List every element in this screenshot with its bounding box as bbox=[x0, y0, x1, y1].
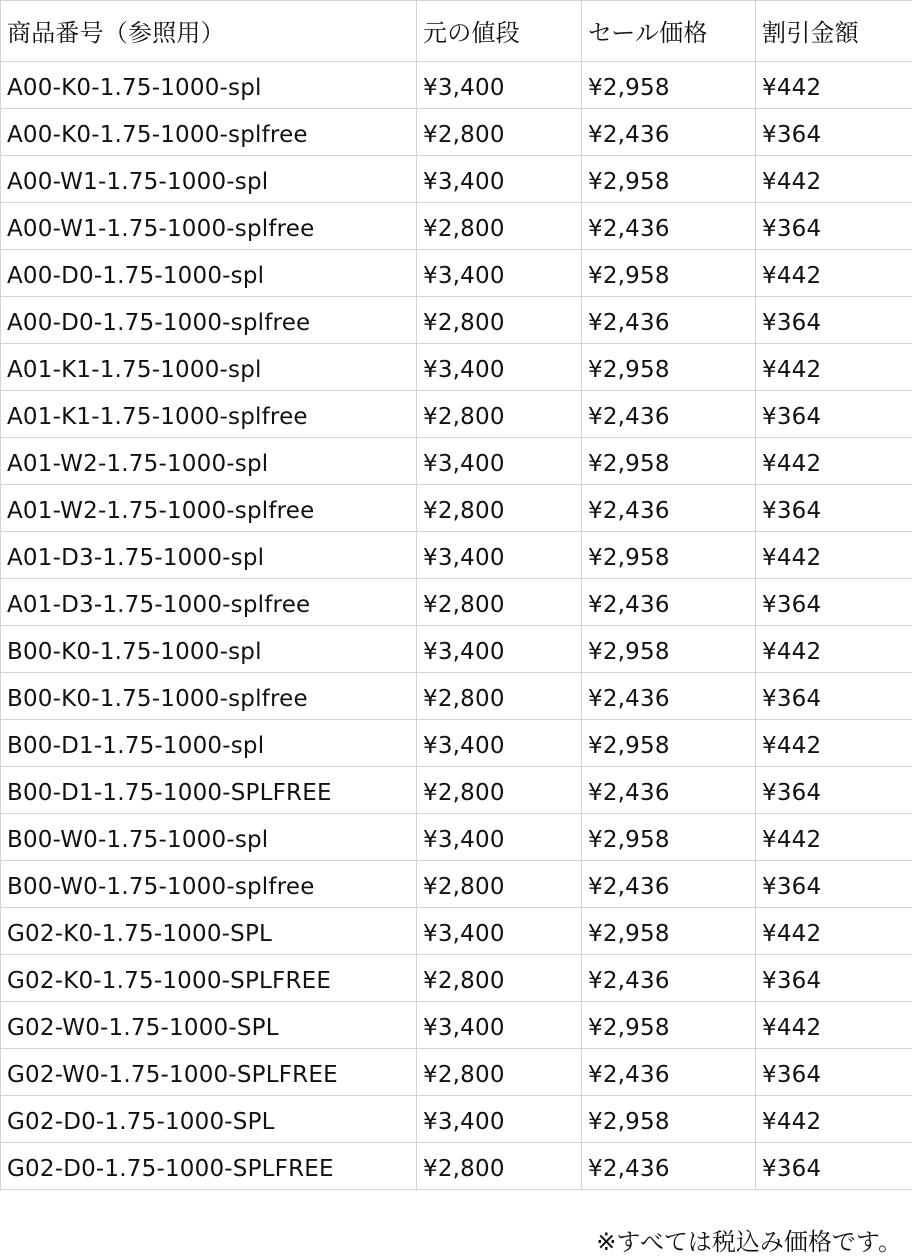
sale-price-cell: ¥2,436 bbox=[582, 109, 756, 156]
sale-price-cell: ¥2,958 bbox=[582, 720, 756, 767]
table-row bbox=[1, 156, 912, 203]
product-number-cell: G02-K0-1.75-1000-SPLFREE bbox=[1, 955, 417, 1002]
discount-amount-cell: ¥364 bbox=[756, 1049, 912, 1096]
discount-amount-cell: ¥364 bbox=[756, 1143, 912, 1190]
table-row bbox=[1, 391, 912, 438]
product-number-cell: B00-W0-1.75-1000-spl bbox=[1, 814, 417, 861]
original-price-cell: ¥2,800 bbox=[417, 673, 582, 720]
sale-price-cell: ¥2,436 bbox=[582, 767, 756, 814]
original-price-cell: ¥3,400 bbox=[417, 908, 582, 955]
sale-price-cell: ¥2,958 bbox=[582, 1096, 756, 1143]
discount-amount-cell: ¥364 bbox=[756, 955, 912, 1002]
sale-price-cell: ¥2,958 bbox=[582, 438, 756, 485]
product-number-cell: A00-D0-1.75-1000-splfree bbox=[1, 297, 417, 344]
sale-price-cell: ¥2,958 bbox=[582, 626, 756, 673]
table-row bbox=[1, 532, 912, 579]
sale-price-cell: ¥2,958 bbox=[582, 908, 756, 955]
sale-price-cell: ¥2,958 bbox=[582, 1002, 756, 1049]
discount-amount-cell: ¥364 bbox=[756, 673, 912, 720]
table-row bbox=[1, 297, 912, 344]
table-row bbox=[1, 814, 912, 861]
table-row bbox=[1, 1096, 912, 1143]
product-number-cell: B00-W0-1.75-1000-splfree bbox=[1, 861, 417, 908]
original-price-cell: ¥2,800 bbox=[417, 485, 582, 532]
original-price-cell: ¥2,800 bbox=[417, 1049, 582, 1096]
discount-amount-cell: ¥442 bbox=[756, 438, 912, 485]
product-number-cell: A01-W2-1.75-1000-splfree bbox=[1, 485, 417, 532]
sale-price-cell: ¥2,958 bbox=[582, 344, 756, 391]
sale-price-cell: ¥2,958 bbox=[582, 62, 756, 109]
header-sale-price: セール価格 bbox=[582, 1, 756, 62]
product-number-cell: A00-K0-1.75-1000-splfree bbox=[1, 109, 417, 156]
product-number-cell: G02-W0-1.75-1000-SPL bbox=[1, 1002, 417, 1049]
table-row bbox=[1, 1049, 912, 1096]
sale-price-cell: ¥2,436 bbox=[582, 1143, 756, 1190]
original-price-cell: ¥2,800 bbox=[417, 109, 582, 156]
original-price-cell: ¥3,400 bbox=[417, 62, 582, 109]
original-price-cell: ¥2,800 bbox=[417, 579, 582, 626]
discount-amount-cell: ¥442 bbox=[756, 250, 912, 297]
table-row bbox=[1, 673, 912, 720]
table-row bbox=[1, 203, 912, 250]
discount-amount-cell: ¥364 bbox=[756, 767, 912, 814]
original-price-cell: ¥2,800 bbox=[417, 861, 582, 908]
original-price-cell: ¥3,400 bbox=[417, 720, 582, 767]
product-number-cell: G02-K0-1.75-1000-SPL bbox=[1, 908, 417, 955]
table-row bbox=[1, 626, 912, 673]
sale-price-cell: ¥2,436 bbox=[582, 673, 756, 720]
tax-included-note: ※すべては税込み価格です。 bbox=[596, 1228, 902, 1256]
sale-price-cell: ¥2,436 bbox=[582, 861, 756, 908]
product-number-cell: G02-D0-1.75-1000-SPLFREE bbox=[1, 1143, 417, 1190]
product-number-cell: G02-D0-1.75-1000-SPL bbox=[1, 1096, 417, 1143]
sale-price-cell: ¥2,436 bbox=[582, 391, 756, 438]
discount-amount-cell: ¥364 bbox=[756, 391, 912, 438]
discount-amount-cell: ¥364 bbox=[756, 203, 912, 250]
table-body bbox=[1, 62, 912, 1190]
original-price-cell: ¥3,400 bbox=[417, 156, 582, 203]
table-row bbox=[1, 1143, 912, 1190]
discount-amount-cell: ¥442 bbox=[756, 908, 912, 955]
table-row bbox=[1, 908, 912, 955]
original-price-cell: ¥3,400 bbox=[417, 344, 582, 391]
product-number-cell: B00-K0-1.75-1000-spl bbox=[1, 626, 417, 673]
sale-price-cell: ¥2,958 bbox=[582, 814, 756, 861]
sale-price-cell: ¥2,436 bbox=[582, 297, 756, 344]
table-row bbox=[1, 438, 912, 485]
original-price-cell: ¥2,800 bbox=[417, 767, 582, 814]
sale-price-cell: ¥2,436 bbox=[582, 203, 756, 250]
discount-amount-cell: ¥442 bbox=[756, 62, 912, 109]
original-price-cell: ¥3,400 bbox=[417, 250, 582, 297]
discount-amount-cell: ¥442 bbox=[756, 156, 912, 203]
original-price-cell: ¥2,800 bbox=[417, 1143, 582, 1190]
table-row bbox=[1, 109, 912, 156]
product-number-cell: B00-K0-1.75-1000-splfree bbox=[1, 673, 417, 720]
sale-price-cell: ¥2,958 bbox=[582, 532, 756, 579]
original-price-cell: ¥3,400 bbox=[417, 532, 582, 579]
original-price-cell: ¥3,400 bbox=[417, 626, 582, 673]
discount-amount-cell: ¥442 bbox=[756, 1096, 912, 1143]
sale-price-cell: ¥2,436 bbox=[582, 1049, 756, 1096]
table-row bbox=[1, 485, 912, 532]
sale-price-cell: ¥2,436 bbox=[582, 955, 756, 1002]
table-row bbox=[1, 955, 912, 1002]
table-row bbox=[1, 861, 912, 908]
product-number-cell: A00-D0-1.75-1000-spl bbox=[1, 250, 417, 297]
product-number-cell: A01-W2-1.75-1000-spl bbox=[1, 438, 417, 485]
original-price-cell: ¥3,400 bbox=[417, 438, 582, 485]
product-number-cell: A01-K1-1.75-1000-spl bbox=[1, 344, 417, 391]
header-original-price: 元の値段 bbox=[417, 1, 582, 62]
product-number-cell: A01-D3-1.75-1000-splfree bbox=[1, 579, 417, 626]
original-price-cell: ¥3,400 bbox=[417, 1002, 582, 1049]
discount-amount-cell: ¥364 bbox=[756, 297, 912, 344]
discount-amount-cell: ¥442 bbox=[756, 344, 912, 391]
sale-price-cell: ¥2,958 bbox=[582, 250, 756, 297]
product-number-cell: A01-K1-1.75-1000-splfree bbox=[1, 391, 417, 438]
discount-amount-cell: ¥364 bbox=[756, 109, 912, 156]
table-row bbox=[1, 1002, 912, 1049]
discount-amount-cell: ¥442 bbox=[756, 720, 912, 767]
product-number-cell: G02-W0-1.75-1000-SPLFREE bbox=[1, 1049, 417, 1096]
original-price-cell: ¥2,800 bbox=[417, 955, 582, 1002]
table-row bbox=[1, 720, 912, 767]
sale-price-cell: ¥2,436 bbox=[582, 485, 756, 532]
original-price-cell: ¥3,400 bbox=[417, 1096, 582, 1143]
table-row bbox=[1, 767, 912, 814]
product-number-cell: B00-D1-1.75-1000-SPLFREE bbox=[1, 767, 417, 814]
sale-price-cell: ¥2,958 bbox=[582, 156, 756, 203]
product-number-cell: A01-D3-1.75-1000-spl bbox=[1, 532, 417, 579]
original-price-cell: ¥2,800 bbox=[417, 297, 582, 344]
product-number-cell: A00-W1-1.75-1000-spl bbox=[1, 156, 417, 203]
product-number-cell: A00-W1-1.75-1000-splfree bbox=[1, 203, 417, 250]
discount-amount-cell: ¥364 bbox=[756, 579, 912, 626]
original-price-cell: ¥2,800 bbox=[417, 203, 582, 250]
table-row bbox=[1, 62, 912, 109]
header-discount-amount: 割引金額 bbox=[756, 1, 912, 62]
discount-amount-cell: ¥442 bbox=[756, 814, 912, 861]
discount-amount-cell: ¥364 bbox=[756, 861, 912, 908]
table-row bbox=[1, 250, 912, 297]
sale-price-cell: ¥2,436 bbox=[582, 579, 756, 626]
product-number-cell: A00-K0-1.75-1000-spl bbox=[1, 62, 417, 109]
discount-amount-cell: ¥442 bbox=[756, 626, 912, 673]
table-row bbox=[1, 579, 912, 626]
header-product-number: 商品番号（参照用） bbox=[1, 1, 417, 62]
original-price-cell: ¥3,400 bbox=[417, 814, 582, 861]
table-header-row bbox=[1, 1, 912, 62]
original-price-cell: ¥2,800 bbox=[417, 391, 582, 438]
product-number-cell: B00-D1-1.75-1000-spl bbox=[1, 720, 417, 767]
table-row bbox=[1, 344, 912, 391]
discount-amount-cell: ¥442 bbox=[756, 1002, 912, 1049]
discount-amount-cell: ¥364 bbox=[756, 485, 912, 532]
discount-amount-cell: ¥442 bbox=[756, 532, 912, 579]
